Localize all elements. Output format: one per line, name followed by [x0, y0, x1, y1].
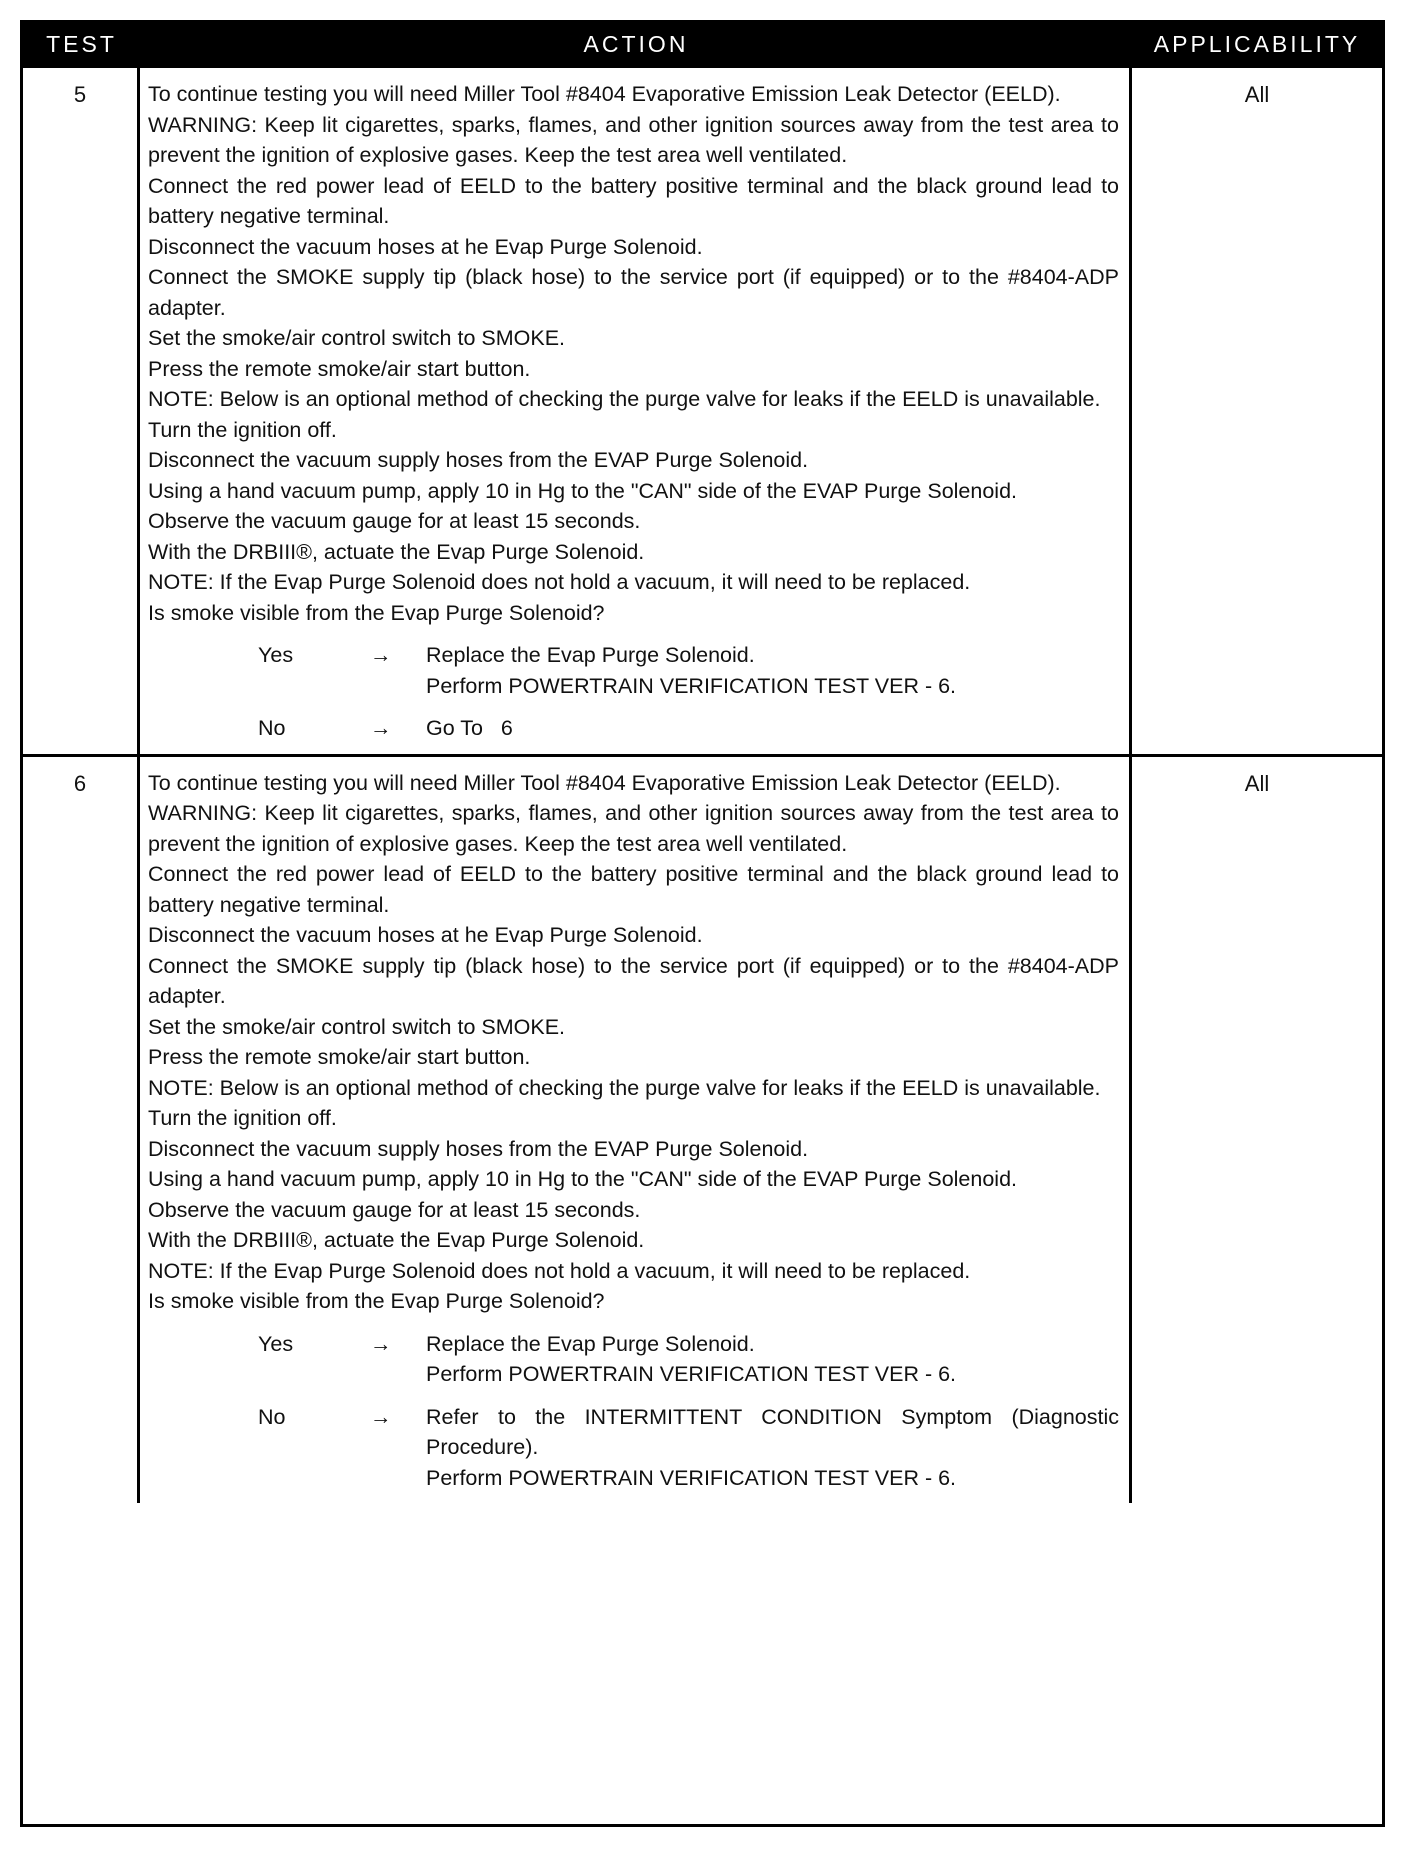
action-line: Disconnect the vacuum hoses at he Evap Purge Solenoid. — [148, 923, 703, 947]
action-line: Using a hand vacuum pump, apply 10 in Hg to the "CAN" side of the EVAP Purge Solenoid. — [148, 478, 1018, 503]
action-line: Observe the vacuum gauge for at least 15 seconds. — [148, 1197, 641, 1222]
action-line: Set the smoke/air control switch to SMOKE. — [148, 326, 566, 350]
result-yes — [148, 640, 1119, 701]
action-line: Observe the vacuum gauge for at least 15 seconds. — [148, 509, 641, 533]
action-line: Is smoke visible from the Evap Purge Solenoid? — [148, 1289, 605, 1313]
action-line: Disconnect the vacuum hoses at he Evap Purge Solenoid. — [148, 234, 703, 259]
right-arrow-icon: → — [370, 1331, 392, 1356]
applicability-value: All — [1244, 770, 1270, 796]
action-line: Press the remote smoke/air start button. — [148, 1045, 531, 1069]
table-row — [23, 754, 1382, 1504]
action-line: Disconnect the vacuum supply hoses from the EVAP Purge Solenoid. — [148, 448, 809, 472]
result-line: Perform POWERTRAIN VERIFICATION TEST VER - 6. — [426, 1465, 957, 1490]
action-line: Connect the SMOKE supply tip (black hose) to the service port (if equipped) or to the #8404-ADP adapter. — [148, 953, 1119, 1008]
action-cell — [140, 757, 1132, 1504]
result-label: No — [258, 1404, 286, 1429]
action-line: To continue testing you will need Miller Tool #8404 Evaporative Emission Leak Detector (EELD). — [148, 770, 1061, 795]
result-line: Perform POWERTRAIN VERIFICATION TEST VER - 6. — [426, 673, 957, 698]
test-number: 6 — [23, 757, 140, 1504]
header-action: ACTION — [583, 30, 689, 57]
result-line: Refer to the INTERMITTENT CONDITION Symptom (Diagnostic Procedure). — [426, 1404, 1119, 1459]
action-line: Connect the red power lead of EELD to the battery positive terminal and the black ground lead to battery negative terminal. — [148, 173, 1119, 228]
table-header — [23, 23, 1382, 65]
result-label: No — [258, 716, 286, 740]
result-no — [148, 1402, 1119, 1494]
action-line: To continue testing you will need Miller Tool #8404 Evaporative Emission Leak Detector (EELD). — [148, 82, 1061, 106]
action-line: WARNING: Keep lit cigarettes, sparks, flames, and other ignition sources away from the test area to prevent the ignition of explosive gases. Keep the test area well ventilated. — [148, 112, 1119, 167]
action-line: Is smoke visible from the Evap Purge Solenoid? — [148, 600, 605, 625]
action-line: Connect the SMOKE supply tip (black hose) to the service port (if equipped) or to the #8404-ADP adapter. — [148, 265, 1119, 320]
result-line: Go To 6 — [426, 716, 513, 740]
action-line: Connect the red power lead of EELD to the battery positive terminal and the black ground lead to battery negative terminal. — [148, 862, 1119, 917]
action-line: Turn the ignition off. — [148, 1106, 337, 1130]
header-applicability: APPLICABILITY — [1153, 30, 1361, 57]
result-line: Replace the Evap Purge Solenoid. — [426, 643, 755, 667]
action-line: NOTE: If the Evap Purge Solenoid does not hold a vacuum, it will need to be replaced. — [148, 570, 971, 594]
right-arrow-icon: → — [370, 716, 392, 740]
action-line: NOTE: Below is an optional method of checking the purge valve for leaks if the EELD is unavailable. — [148, 1075, 1101, 1100]
right-arrow-icon: → — [370, 643, 392, 667]
action-line: With the DRBIII®, actuate the Evap Purge Solenoid. — [148, 1228, 645, 1252]
result-label: Yes — [258, 643, 294, 667]
applicability-value: All — [1244, 82, 1270, 107]
action-line: NOTE: If the Evap Purge Solenoid does not hold a vacuum, it will need to be replaced. — [148, 1258, 971, 1283]
result-list — [148, 640, 1119, 744]
action-line: WARNING: Keep lit cigarettes, sparks, flames, and other ignition sources away from the test area to prevent the ignition of explosive gases. Keep the test area well ventilated. — [148, 801, 1119, 856]
result-text — [426, 713, 1119, 744]
result-label: Yes — [258, 1331, 294, 1356]
right-arrow-icon: → — [370, 1404, 392, 1429]
action-cell — [140, 68, 1132, 754]
action-line: Disconnect the vacuum supply hoses from the EVAP Purge Solenoid. — [148, 1136, 809, 1161]
result-text — [426, 1402, 1119, 1494]
result-yes — [148, 1329, 1119, 1390]
action-line: Set the smoke/air control switch to SMOKE. — [148, 1014, 566, 1039]
result-text — [426, 1329, 1119, 1390]
result-list — [148, 1329, 1119, 1494]
result-line: Perform POWERTRAIN VERIFICATION TEST VER - 6. — [426, 1362, 957, 1386]
action-line: NOTE: Below is an optional method of checking the purge valve for leaks if the EELD is unavailable. — [148, 387, 1101, 411]
result-text — [426, 640, 1119, 701]
test-number: 5 — [23, 68, 140, 754]
diagnostic-table — [20, 20, 1385, 1827]
result-no — [148, 713, 1119, 744]
table-row — [23, 65, 1382, 754]
action-line: With the DRBIII®, actuate the Evap Purge Solenoid. — [148, 539, 645, 564]
action-line: Turn the ignition off. — [148, 417, 337, 442]
action-line: Using a hand vacuum pump, apply 10 in Hg to the "CAN" side of the EVAP Purge Solenoid. — [148, 1167, 1018, 1191]
result-line: Replace the Evap Purge Solenoid. — [426, 1331, 755, 1356]
header-test: TEST — [46, 30, 117, 57]
action-line: Press the remote smoke/air start button. — [148, 356, 531, 381]
